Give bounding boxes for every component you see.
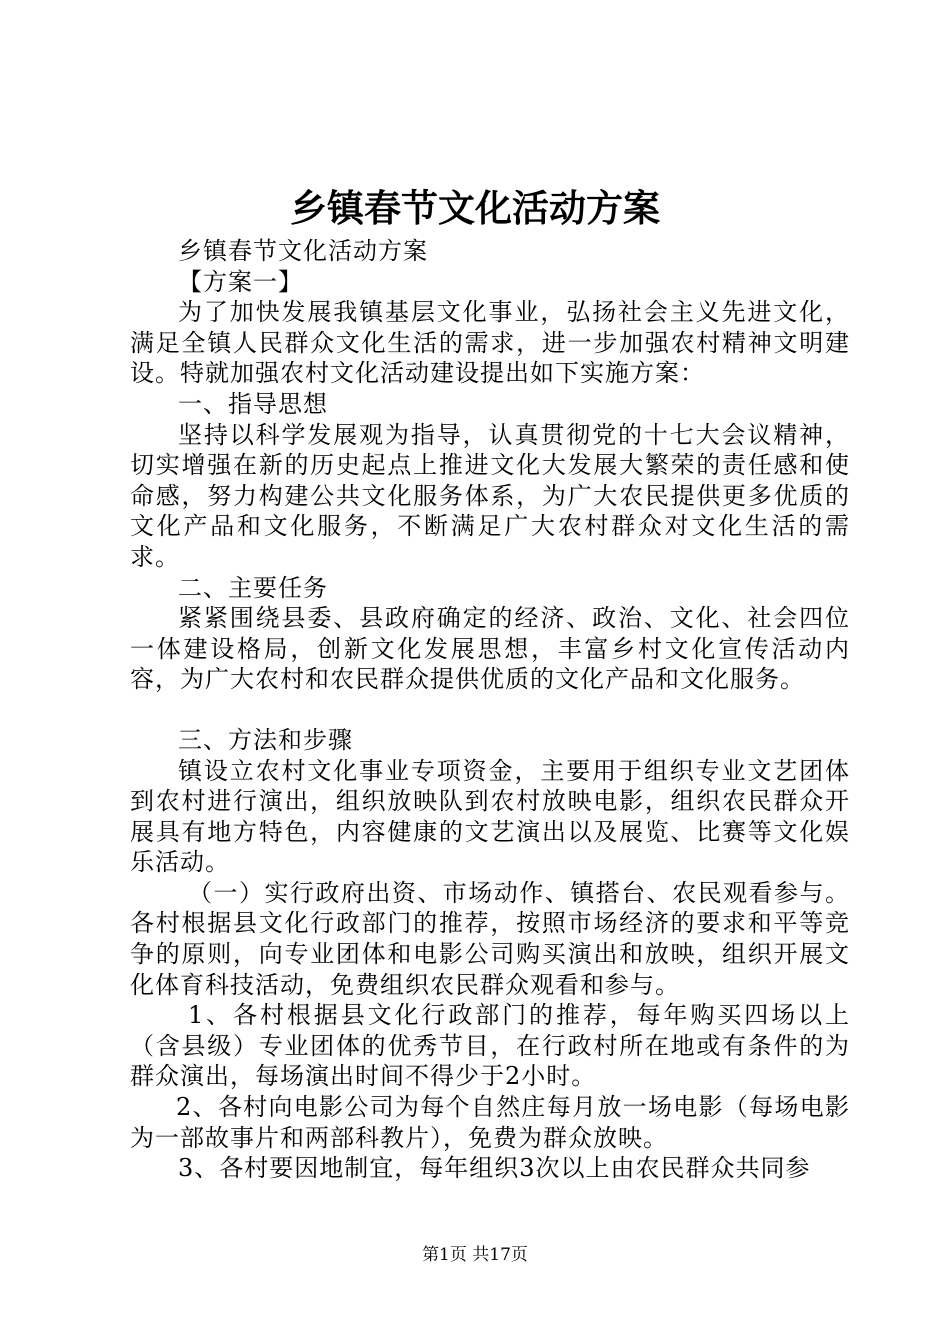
section-label-plan-one: 【方案一】 (178, 267, 303, 296)
item-one-paragraph: （一）实行政府出资、市场动作、镇搭台、农民观看参与。各村根据县文化行政部门的推荐，按照市场经济的要求和平等竞争的原则，向专业团体和电影公司购买演出和放映，组织开展文化体育科技活动，免费组织农民群众观看和参与。 (130, 878, 850, 999)
heading-main-tasks: 二、主要任务 (178, 573, 328, 602)
methods-paragraph: 镇设立农村文化事业专项资金，主要用于组织专业文艺团体到农村进行演出，组织放映队到农村放映电影，组织农民群众开展具有地方特色，内容健康的文艺演出以及展览、比赛等文化娱乐活动。 (130, 756, 850, 877)
list-item-3: 3、各村要因地制宜，每年组织3次以上由农民群众共同参 (178, 1154, 811, 1183)
list-item-2: 2、各村向电影公司为每个自然庄每月放一场电影（每场电影为一部故事片和两部科教片），免费为群众放映。 (130, 1093, 850, 1152)
guiding-ideology-paragraph: 坚持以科学发展观为指导，认真贯彻党的十七大会议精神，切实增强在新的历史起点上推进文化大发展大繁荣的责任感和使命感，努力构建公共文化服务体系，为广大农民提供更多优质的文化产品和文化服务，不断满足广大农村群众对文化生活的需求。 (130, 420, 850, 571)
document-title: 乡镇春节文化活动方案 (290, 186, 660, 230)
heading-guiding-ideology: 一、指导思想 (178, 389, 328, 418)
page-footer: 第1页 共17页 (422, 1245, 528, 1265)
main-tasks-paragraph: 紧紧围绕县委、县政府确定的经济、政治、文化、社会四位一体建设格局，创新文化发展思想，丰富乡村文化宣传活动内容，为广大农村和农民群众提供优质的文化产品和文化服务。 (130, 604, 850, 694)
subtitle-paragraph: 乡镇春节文化活动方案 (178, 237, 428, 265)
document-body (130, 236, 850, 1184)
intro-paragraph: 为了加快发展我镇基层文化事业，弘扬社会主义先进文化，满足全镇人民群众文化生活的需求，进一步加强农村精神文明建设。特就加强农村文化活动建设提出如下实施方案： (130, 298, 850, 388)
list-item-1: 1、各村根据县文化行政部门的推荐，每年购买四场以上（含县级）专业团体的优秀节目，在行政村所在地或有条件的为群众演出，每场演出时间不得少于2小时。 (130, 1001, 850, 1091)
heading-methods-steps: 三、方法和步骤 (178, 725, 353, 754)
